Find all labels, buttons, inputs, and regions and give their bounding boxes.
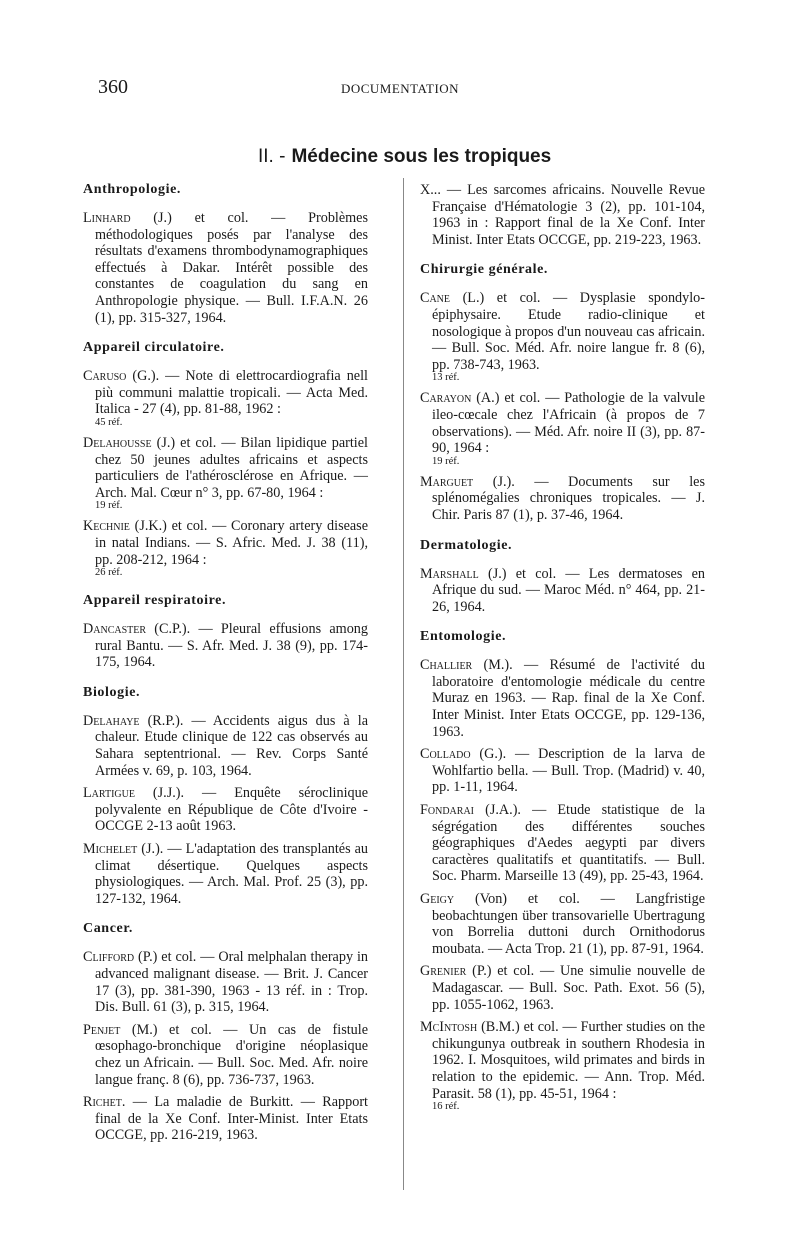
entry-author: Clifford [83, 949, 135, 966]
bibliography-entry [83, 1022, 368, 1088]
entry-text: (B.M.) et col. — Further studies on the chikungunya outbreak in southern Rhodesia in 1962. I. Mosquitoes, wild primates and birds in relation to the epidemic. — Ann. Trop. Méd. Parasit. 58 (1), pp. 45-51, 1964 : [432, 1019, 705, 1102]
bibliography-entry [83, 949, 368, 1015]
bibliography-entry [420, 802, 705, 885]
rubric-heading: Appareil circulatoire. [83, 340, 225, 356]
entry-author: Cane [420, 290, 451, 307]
bibliography-entry [83, 518, 368, 579]
bibliography-entry [420, 963, 705, 1013]
page-header [0, 0, 800, 120]
entry-author: Delahaye [83, 712, 140, 729]
entry-text: (J.). — L'adaptation des transplantés au climat désertique. Quelques aspects physiologiques. — Arch. Mal. Prof. 25 (3), pp. 127-132, 1964. [95, 841, 368, 907]
entry-refs: 19 réf. [432, 455, 460, 467]
entry-author: Geigy [420, 891, 455, 907]
entry-text: (P.) et col. — Oral melphalan therapy in advanced malignant disease. — Brit. J. Cancer 17 (3), pp. 381-390, 1963 - 13 réf. in : Trop. Dis. Bull. 61 (3), p. 315, 1964. [95, 949, 368, 1016]
bibliography-entry [420, 891, 705, 957]
entry-refs: 16 réf. [432, 1101, 460, 1113]
rubric-heading: Anthropologie. [83, 182, 181, 197]
column-divider [403, 178, 404, 1190]
entry-text: (J.) et col. — Bilan lipidique partiel chez 50 jeunes adultes africains et aspects particuliers de l'athérosclérose en Afrique. — Arch. Mal. Cœur n° 3, pp. 67-80, 1964 : [95, 434, 368, 501]
bibliography-entry [83, 713, 368, 779]
bibliography-entry [83, 841, 368, 907]
entry-author: Marshall [420, 565, 479, 582]
entry-text: (G.). — Note di elettrocardiografia nell più communi malattie tropicali. — Acta Med. Italica - 27 (4), pp. 81-88, 1962 : [95, 368, 368, 418]
entry-author: Linhard [83, 210, 131, 226]
entry-text: (Von) et col. — Langfristige beobachtungen über transovarielle Ubertragung von Borrelia duttoni durch Ornithodorus moubata. — Acta Trop. 21 (1), pp. 87-91, 1964. [432, 891, 705, 957]
entry-author: Delahousse [83, 434, 152, 451]
entry-author: Challier [420, 657, 473, 674]
entry-text: (M.) et col. — Un cas de fistule œsophago-bronchique d'origine néoplasique chez un Africain. — Bull. Soc. Med. Afr. noire langue franç. 8 (6), pp. 736-737, 1963. [95, 1021, 368, 1088]
entry-author: X... [420, 182, 441, 198]
entry-text: (J.A.). — Etude statistique de la ségrégation des différentes souches géographiques d'Aedes aegypti par divers caractères qualitatifs et quantitatifs. — Bull. Soc. Pharm. Marseille 13 (49), pp. 25-43, 1964. [432, 802, 705, 885]
bibliography-entry [420, 746, 705, 796]
page-number: 360 [98, 76, 128, 98]
bibliography-entry [420, 474, 705, 524]
bibliography-entry [420, 566, 705, 616]
entry-refs: 45 réf. [95, 416, 123, 428]
rubric-heading: Appareil respiratoire. [83, 593, 227, 609]
entry-text: (P.) et col. — Une simulie nouvelle de Madagascar. — Bull. Soc. Path. Exot. 56 (5), pp. 1055-1062, 1963. [432, 963, 705, 1013]
entry-text: (J.) et col. — Problèmes méthodologiques posés par l'analyse des résultats d'examens thrombodynamographiques effectués à Dakar. Intérêt possible des constantes de coagulation du sang en Anthropologie physique. — Bull. I.F.A.N. 26 (1), pp. 315-327, 1964. [95, 210, 368, 326]
bibliography-entry [83, 435, 368, 512]
entry-text: (M.). — Résumé de l'activité du laboratoire d'entomologie médicale du centre Muraz en 1963. — Rap. final de la Xe Conf. Inter Minist. Inter Etats OCCGE, pp. 129-136, 1963. [432, 657, 705, 740]
entry-text: . — La maladie de Burkitt. — Rapport final de la Xe Conf. Inter-Minist. Inter Etats OCCGE, pp. 216-219, 1963. [95, 1094, 368, 1144]
entry-author: Richet [83, 1094, 122, 1111]
left-column [83, 182, 368, 1150]
entry-author: Caruso [83, 368, 127, 385]
bibliography-entry [83, 1094, 368, 1144]
bibliography-entry [83, 621, 368, 671]
entry-text: (J.). — Documents sur les splénomégalies chroniques tropicales. — J. Chir. Paris 87 (1), p. 37-46, 1964. [432, 473, 705, 523]
running-title: DOCUMENTATION [340, 81, 460, 96]
entry-text: (C.P.). — Pleural effusions among rural Bantu. — S. Afr. Med. J. 38 (9), pp. 174-175, 1964. [95, 621, 368, 671]
entry-text: (G.). — Description de la larva de Wohlfartio bella. — Bull. Trop. (Madrid) v. 40, pp. 1-11, 1964. [432, 746, 705, 796]
right-column [420, 182, 705, 1119]
entry-author: Grenier [420, 963, 467, 980]
rubric-heading: Biologie. [83, 684, 141, 700]
entry-author: Fondarai [420, 802, 474, 819]
bibliography-entry [83, 368, 368, 429]
entry-author: Kechnie [83, 518, 130, 535]
entry-author: Collado [420, 746, 471, 763]
entry-author: McIntosh [420, 1019, 478, 1036]
rubric-heading: Cancer. [83, 921, 133, 937]
entry-author: Lartigue [83, 785, 135, 802]
entry-refs: 26 réf. [95, 567, 123, 579]
bibliography-entry [83, 785, 368, 835]
rubric-heading: Chirurgie générale. [420, 262, 549, 278]
entry-refs: 19 réf. [95, 500, 123, 512]
bibliography-entry [420, 1019, 705, 1113]
bibliography-entry [420, 657, 705, 740]
entry-text: (R.P.). — Accidents aigus dus à la chaleur. Etude clinique de 122 cas observés au Sahara septentrional. — Rev. Corps Santé Armées v. 69, p. 103, 1964. [95, 712, 368, 779]
entry-author: Michelet [83, 841, 138, 858]
entry-author: Carayon [420, 390, 472, 407]
entry-text: (L.) et col. — Dysplasie spondylo-épiphysaire. Etude radio-clinique et nosologique à propos d'un nouveau cas africain. — Bull. Soc. Méd. Afr. noire langue fr. 8 (6), pp. 738-743, 1963. [432, 290, 705, 373]
rubric-heading: Entomologie. [420, 629, 507, 645]
entry-author: Marguet [420, 473, 474, 490]
entry-text: (J.) et col. — Les dermatoses en Afrique du sud. — Maroc Méd. n° 464, pp. 21-26, 1964. [432, 565, 705, 615]
entry-refs: 13 réf. [432, 372, 460, 384]
bibliography-entry [83, 210, 368, 326]
bibliography-entry [420, 390, 705, 467]
bibliography-entry [420, 290, 705, 384]
entry-author: Penjet [83, 1021, 121, 1038]
entry-text: — Les sarcomes africains. Nouvelle Revue Française d'Hématologie 3 (2), pp. 101-104, 1963 in : Rapport final de la Xe Conf. Inter Minist. Inter Etats OCCGE, pp. 219-223, 1963. [432, 182, 705, 248]
entry-text: (J.J.). — Enquête séroclinique polyvalente en République de Côte d'Ivoire - OCCGE 2-13 août 1963. [95, 785, 368, 835]
entry-text: (J.K.) et col. — Coronary artery disease in natal Indians. — S. Afric. Med. J. 38 (11), pp. 208-212, 1964 : [95, 518, 368, 568]
entry-text: (A.) et col. — Pathologie de la valvule ileo-cœcale chez l'Africain (à propos de 7 observations). — Méd. Afr. noire II (3), pp. 87-90, 1964 : [432, 390, 705, 457]
section-title [258, 146, 551, 168]
rubric-heading: Dermatologie. [420, 537, 513, 553]
entry-author: Dancaster [83, 621, 147, 638]
bibliography-entry [420, 182, 705, 248]
section-number: II. - [258, 146, 286, 167]
section-heading: Médecine sous les tropiques [291, 146, 552, 167]
